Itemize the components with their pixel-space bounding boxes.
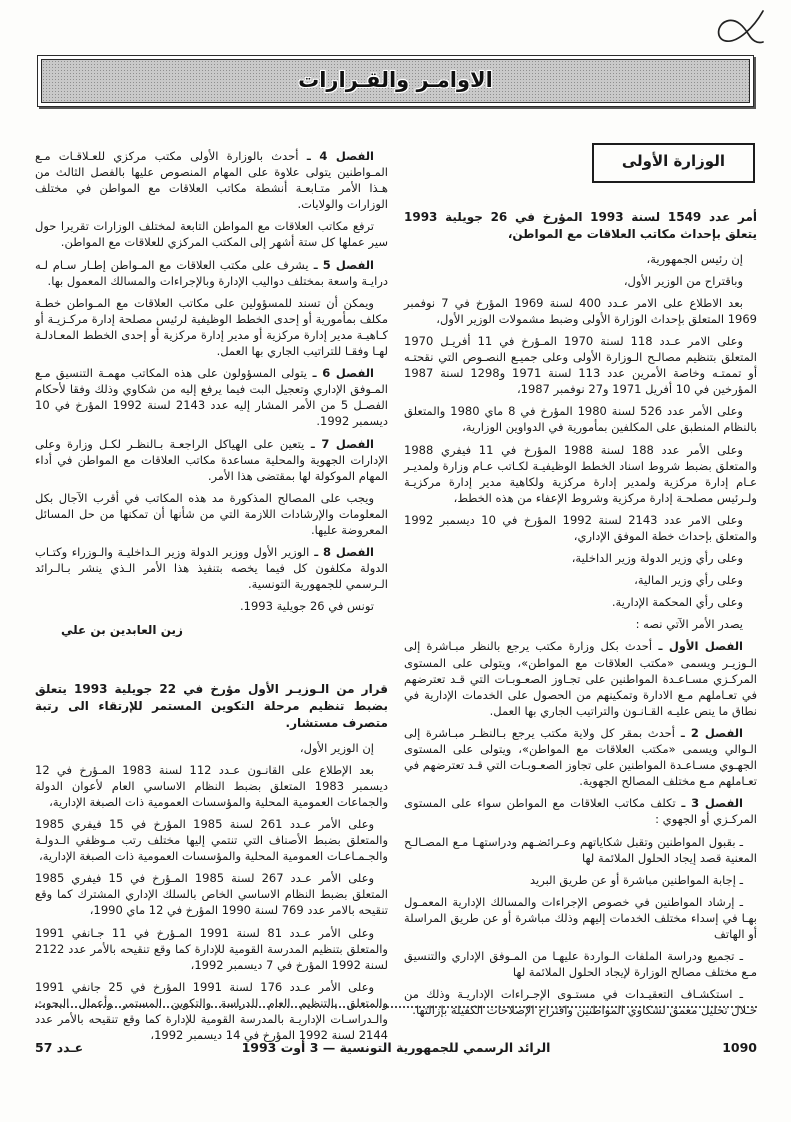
paragraph-text: تكلف مكاتب العلاقات مع المواطن سواء على المستوى المركـزي أو الجهوي : <box>404 796 757 827</box>
paragraph <box>35 544 388 592</box>
paragraph <box>35 762 388 810</box>
paragraph <box>35 295 388 359</box>
paragraph-text: وعلى الأمر عـدد 261 لسنة 1985 المؤرخ في 15 فيفري 1985 والمتعلق بضبط الأصناف التي تنتمي إليها مختلف رتب مـوظفي الـدولـة والجـمـاعـات العمومية المحلية والمؤسسات العمومية ذات الصبغة الإدارية، <box>35 817 388 864</box>
article-lead: الفصل 5 ـ <box>308 257 374 272</box>
ministry-box <box>404 143 755 183</box>
paragraph <box>404 333 757 397</box>
paragraph-text: وعلى الأمر عـدد 176 لسنة 1991 المؤرخ في 25 جانفي 1991 والمتعلق بالتنظيم العام للدراسة والتكوين المستمر وأعمال البحوث والـدراسـات الإداريـة بالمدرسة القومية للإدارة كما وقع تنقيحه بالأمر عدد 2144 لسنة 1992 المؤرخ في 14 ديسمبر 1992، <box>35 979 388 1043</box>
paragraph-text: وعلى رأي المحكمة الإدارية. <box>611 595 743 610</box>
page-number: 1090 <box>722 1040 757 1055</box>
list-item <box>404 872 757 888</box>
paragraph <box>35 436 388 484</box>
article-lead: الفصل 2 ـ <box>674 725 743 740</box>
paragraph <box>404 795 757 827</box>
paragraph-text: وعلى رأي وزير المالية، <box>634 573 743 588</box>
paragraph <box>35 740 388 756</box>
banner-title: الاوامـر والقـرارات <box>298 68 493 92</box>
paragraph <box>35 925 388 973</box>
paragraph-text: ـ إرشاد المواطنين في خصوص الإجراءات والمسالك الإدارية المعمـول بهـا في إسداء مختلف الخدمات إليهم وذلك مباشرة أو عن طريق المراسلة أو الهاتف <box>404 894 757 941</box>
paragraph <box>404 725 757 789</box>
paragraph-text: إن رئيس الجمهورية، <box>646 251 743 266</box>
paragraph <box>35 257 388 289</box>
list-item <box>404 834 757 866</box>
article-lead: الفصل 8 ـ <box>309 545 374 560</box>
section-banner-fill <box>41 59 750 103</box>
paragraph <box>404 638 757 718</box>
paragraph-text: وعلى الأمر عدد 526 لسنة 1980 المؤرخ في 8 ماي 1980 والمتعلق بالنظام المنطبق على المكلفين بمأمورية في الدواوين الوزارية، <box>404 404 757 435</box>
paragraph-text: يتولى المسؤولون على هذه المكاتب مهمـة التنسيق مـع المـوفق الإداري وتعجيل البت فيما يرفع إليه من شكاوي وذلك وفقا لأحكام الفصـل 5 من الأمر المشار إليه عدد 2143 لسنة 1992 المؤرخ في 10 ديسمبر 1992. <box>35 366 388 429</box>
footer-separator <box>35 1006 757 1008</box>
article-lead: الفصل 7 ـ <box>304 436 374 451</box>
paragraph-text: ترفع مكاتب العلاقات مع المواطن التابعة لمختلف الوزارات تقريرا حول سير عملها كل ستة أشهر إلى المكتب المركزي للعلاقات مع المواطن. <box>35 219 388 250</box>
decision-title: قرار من الـوزيـر الأول مؤرخ في 22 جويلية 1993 يتعلق بضبط تنظيم مرحلة التكوين المستمر للإرتقاء الى رتبة متصرف مستشار. <box>35 682 389 730</box>
article-lead: الفصل 3 ـ <box>675 796 743 811</box>
ministry-title: الوزارة الأولى <box>592 143 755 183</box>
paragraph-text: ـ إجابة المواطنين مباشرة أو عن طريق البريد <box>529 872 743 887</box>
list-item <box>404 948 757 980</box>
paragraph <box>404 442 757 506</box>
paragraph-text: وباقتراح من الوزير الأول، <box>623 273 743 288</box>
right-column <box>404 138 757 1049</box>
paragraph <box>35 816 388 864</box>
paragraph-text: وعلى الأمر عـدد 267 لسنة 1985 المـؤرخ في 15 فيفري 1985 المتعلق بضبط النظام الاساسي الخاص بالسلك الإداري المشترك كما وقع تنقيحه بالامر عدد 769 لسنة 1990 المؤرخ في 12 ماي 1990، <box>35 871 388 918</box>
paragraph <box>404 251 757 267</box>
page-footer <box>35 1040 757 1055</box>
section-banner <box>37 55 754 107</box>
paragraph-text: بعد الاطلاع على الامر عـدد 400 لسنة 1969 المؤرخ في 7 نوفمبر 1969 المتعلق بإحداث الوزارة الأولى وضبط مشمولات الوزير الأول، <box>404 295 757 326</box>
paragraph-text: ويمكن أن تسند للمسؤولين على مكاتب العلاقات مع المـواطن خطـة مكلف بمأمورية أو إحدى الخطط الوظيفية لرئيس مصلحة إدارة مركـزيـة أو كـاهيـة مدير إدارة مركزية أو مدير إدارة مركزية أو إحدى الخطط المعـادلـة لهـا وفقـا للتراتيب الجاري بها العمل. <box>35 295 388 359</box>
paragraph-text: يصدر الأمر الآتي نصه : <box>635 617 743 632</box>
paragraph-text: وعلى الأمر عـدد 81 لسنة 1991 المـؤرخ في 11 جـانفي 1991 والمتعلق بتنظيم المدرسة القومية للإدارة كما وقع تنقيحه بالأمر عدد 2122 لسنة 1992 المؤرخ في 7 ديسمبر 1992، <box>35 925 388 972</box>
paragraph-text: تونس في 26 جويلية 1993. <box>240 599 374 614</box>
paragraph-text: ويجب على المصالح المذكورة مد هذه المكاتب في أقرب الآجال بكل المعلومات والإرشادات اللازمة التي من شأنها أن تمكنها من حل المسائل المعروضة عليها. <box>35 490 388 537</box>
paragraph-text: يتعين على الهياكل الراجعـة بـالنظـر لكـل وزارة وعلى الإدارات الجهوية والمحلية مساعدة مكاتب العلاقات مع المواطن في أداء المهام الموكولة لها بمقتضى هذا الأمر. <box>35 436 388 483</box>
paragraph <box>404 512 757 544</box>
paragraph-text: أحدث بكل وزارة مكتب يرجع بالنظر مبـاشرة إلى الـوزيـر ويسمى «مكتب العلاقات مع المواطن»، ويتولى على المستوى المركـزي مسـاعـدة المواطنين على تجـاوز الصعـوبـات التي قـد تعترضهم في تعـاملهم مـع الادارة وتمكينهم من الحصول على الخدمات الإدارية في نطاق ما ينص عليـه القـانـون والتراتيب الجاري بها العمل. <box>404 639 757 718</box>
paragraph-text: يشرف على مكتب العلاقات مع المـواطن إطـار سـام لـه درايـة واسعة بمختلف دواليب الإدارة وبالإجراءات والمسالك المعمول بها. <box>35 257 388 288</box>
paragraph-text: الوزير الأول ووزير الدولة وزير الـداخليـة والـوزراء وكتـاب الدولة مكلفون كل فيما يخصه بتنفيذ هذا الأمر الـذي ينشر بـالـرائد الـرسمي للجمهورية التونسية. <box>35 545 388 592</box>
paragraph <box>404 273 757 289</box>
list-item <box>404 986 757 1018</box>
paragraph <box>35 218 388 250</box>
paragraph-text: ـ استكشـاف التعقيـدات في مستـوى الإجـراءات الإداريـة وذلك من خـلال تحليل معمق لشكاوي المواطنين واقتراح الإصلاحات الكفيلة بإزالتها. <box>404 987 757 1018</box>
paragraph-text: أحدث بالوزارة الأولى مكتب مركزي للعـلاقـات مـع المـواطنين يتولى علاوة على المهام المنصوص عليها بالفصل الثالث من هـذا الأمر متـابعـة أنشطة مكاتب العلاقات مع المواطن في مختلف الوزارات والولايات. <box>35 149 388 212</box>
paragraph <box>404 594 757 610</box>
date-line <box>35 598 388 614</box>
paragraph <box>35 365 388 429</box>
decree-title: أمر عدد 1549 لسنة 1993 المؤرخ في 26 جويلية 1993 يتعلق بإحداث مكاتب العلاقات مع المواطن، <box>404 210 757 241</box>
paragraph <box>404 550 757 566</box>
content-columns <box>35 138 757 1049</box>
handwritten-alpha-mark-icon <box>713 6 767 54</box>
paragraph-text: ـ تجميع ودراسة الملفات الـواردة عليهـا من المـوفق الإداري والتنسيق مـع مختلف مصالح الوزارة لإيجاد الحلول الملائمة لها <box>404 949 757 980</box>
paragraph-text: وعلى رأي وزير الدولة وزير الداخلية، <box>571 551 743 566</box>
paragraph <box>35 490 388 538</box>
paragraph-text: وعلى الأمر عدد 188 لسنة 1988 المؤرخ في 11 فيفري 1988 والمتعلق بضبط شروط اسناد الخطط الوظيفيـة لكـاتب عـام وزارة ولمديـر عـام إدارة مركزية ولمدير إدارة مركزية ولكاهية مدير إدارة مركزيـة ولـرئيس مصلحـة إدارة مركزية وشروط الإعفاء من هذه الخطط، <box>404 442 757 505</box>
paragraph <box>35 870 388 918</box>
paragraph-text: بعد الإطلاع على القانـون عـدد 112 لسنة 1983 المـؤرخ في 12 ديسمبر 1983 المتعلق بضبط النظام الاساسي العام لأعوان الدولة والجماعات العمومية المحلية والمؤسسات العمومية ذات الصبغة الإدارية، <box>35 762 388 809</box>
journal-title-line: الرائد الرسمي للجمهورية التونسية — 3 أوت 1993 <box>241 1040 551 1055</box>
left-column <box>35 138 388 1049</box>
paragraph-text: وعلى الامر عـدد 118 لسنة 1970 المـؤرخ في 11 أفريـل 1970 المتعلق بتنظيم مصالـح الـوزارة الأولى وعلى جميـع النصـوص التي نقحتـه أو تممتـه وخاصة الأمرين عدد 113 لسنة 1971 و1298 لسنة 1987 المؤرخين في 10 أفريل 1971 و27 نوفمبر 1987، <box>404 333 758 397</box>
paragraph <box>404 295 757 327</box>
article-lead: الفصل 4 ـ <box>298 149 374 163</box>
issue-number: عـدد 57 <box>35 1040 84 1055</box>
paragraph <box>404 616 757 632</box>
signature: زين العابدين بن علي <box>61 623 183 638</box>
paragraph-text: ـ بقبول المواطنين وتقبل شكاياتهم وعـرائضـهم ودراستهـا مـع المصـالـح المعنية قصد إيجاد الحلول الملائمة لها <box>404 834 757 865</box>
paragraph-text: إن الوزير الأول، <box>299 740 374 755</box>
article-lead: الفصل 6 ـ <box>307 366 374 381</box>
paragraph-text: وعلى الامر عدد 2143 لسنة 1992 المؤرخ في 10 ديسمبر 1992 والمتعلق بإحداث خطة الموفق الإداري، <box>404 512 757 543</box>
list-item <box>404 894 757 942</box>
article-lead: الفصل الأول ـ <box>652 639 743 654</box>
paragraph <box>404 403 757 435</box>
paragraph <box>35 979 388 1043</box>
paragraph-text: أحدث بمقر كل ولاية مكتب يرجع بـالنظـر مبـاشرة إلى الـوالي ويسمى «مكتب العلاقات مع المواطن»، ويتولى على المستوى الجهـوي مسـاعـدة المواطنين على تجاوز الصعـوبـات التي قـد تعترضهم في تعـاملهم مـع مختلف المصالح الجهوية. <box>404 725 757 789</box>
paragraph <box>404 572 757 588</box>
paragraph <box>35 148 388 212</box>
